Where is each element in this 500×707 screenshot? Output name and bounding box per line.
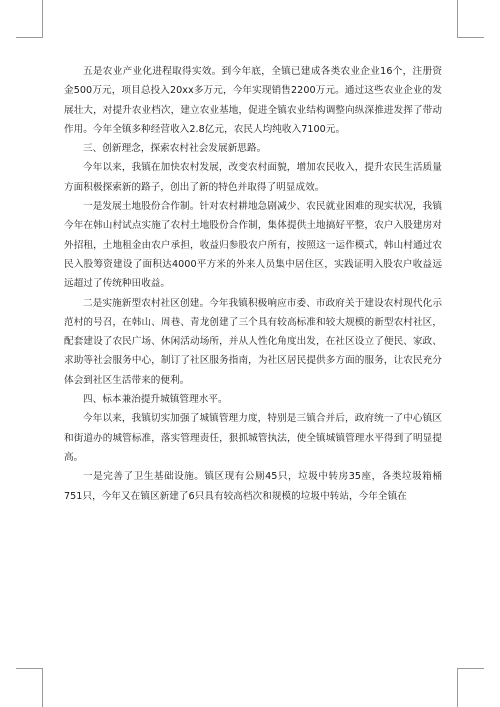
paragraph-agri-industrialization: 五是农业产业化进程取得实效。到今年底，全镇已建成各类农业企业16个，注册资金500万元，项目总投入20xx多万元，今年实现销售2200万元。通过这些农业企业的发展壮大，对提升农业档次，建立农业基地，促进全镇农业结构调整向纵深推进发挥了带动作用。今年全镇多种经营收入2.8亿元，农民人均纯收入7100元。 <box>64 66 442 135</box>
crop-mark-bottom-right <box>457 668 458 707</box>
paragraph-land-shareholding: 一是发展土地股份合作制。针对农村耕地急剧减少、农民就业困难的现实状况，我镇今年在韩山村试点实施了农村土地股份合作制，集体提供土地搞好平整，农户入股建房对外招租，土地租金由农户承担，收益归参股农户所有，按照这一运作模式，韩山村通过农民入股筹资建设了面积达4000平方米的外来人员集中居住区，实践证明入股农户收益远远超过了传统种田收益。 <box>64 201 442 290</box>
crop-mark-top-left-h <box>16 37 43 38</box>
crop-mark-top-right-h <box>457 37 484 38</box>
paragraph-community-creation: 二是实施新型农村社区创建。今年我镇积极响应市委、市政府关于建设农村现代化示范村的号召，在韩山、周巷、青龙创建了三个具有较高标准和较大规模的新型农村社区，配套建设了农民广场、休闲活动场所，并从人性化角度出发，在社区设立了便民、家政、求助等社会服务中心，制订了社区服务指南，为社区居民提供多方面的服务，让农民充分体会到社区生活带来的便利。 <box>64 297 442 386</box>
crop-mark-top-right <box>457 0 458 38</box>
paragraph-rural-development: 今年以来，我镇在加快农村发展，改变农村面貌，增加农民收入，提升农民生活质量方面积极探索新的路子，创出了新的特色并取得了明显成效。 <box>64 162 442 193</box>
heading-innovation: 三、创新理念，探索农村社会发展新思路。 <box>83 143 267 155</box>
paragraph-urban-management: 今年以来，我镇切实加强了城镇管理力度，特别是三镇合并后，政府统一了中心镇区和街道办的城管标准，落实管理责任，狠抓城管执法，使全镇城镇管理水平得到了明显提高。 <box>64 413 442 463</box>
heading-urban-management: 四、标本兼治提升城镇管理水平。 <box>83 394 228 406</box>
crop-mark-bottom-right-h <box>457 668 484 669</box>
crop-mark-bottom-left-h <box>16 668 43 669</box>
paragraph-sanitation: 一是完善了卫生基础设施。镇区现有公厕45只，垃圾中转房35座，各类垃圾箱桶751只，今年又在镇区新建了6只具有较高档次和规模的垃圾中转站，今年全镇在 <box>64 471 442 502</box>
crop-mark-bottom-left <box>42 668 43 707</box>
crop-mark-top-left <box>42 0 43 38</box>
body-text <box>64 62 442 506</box>
